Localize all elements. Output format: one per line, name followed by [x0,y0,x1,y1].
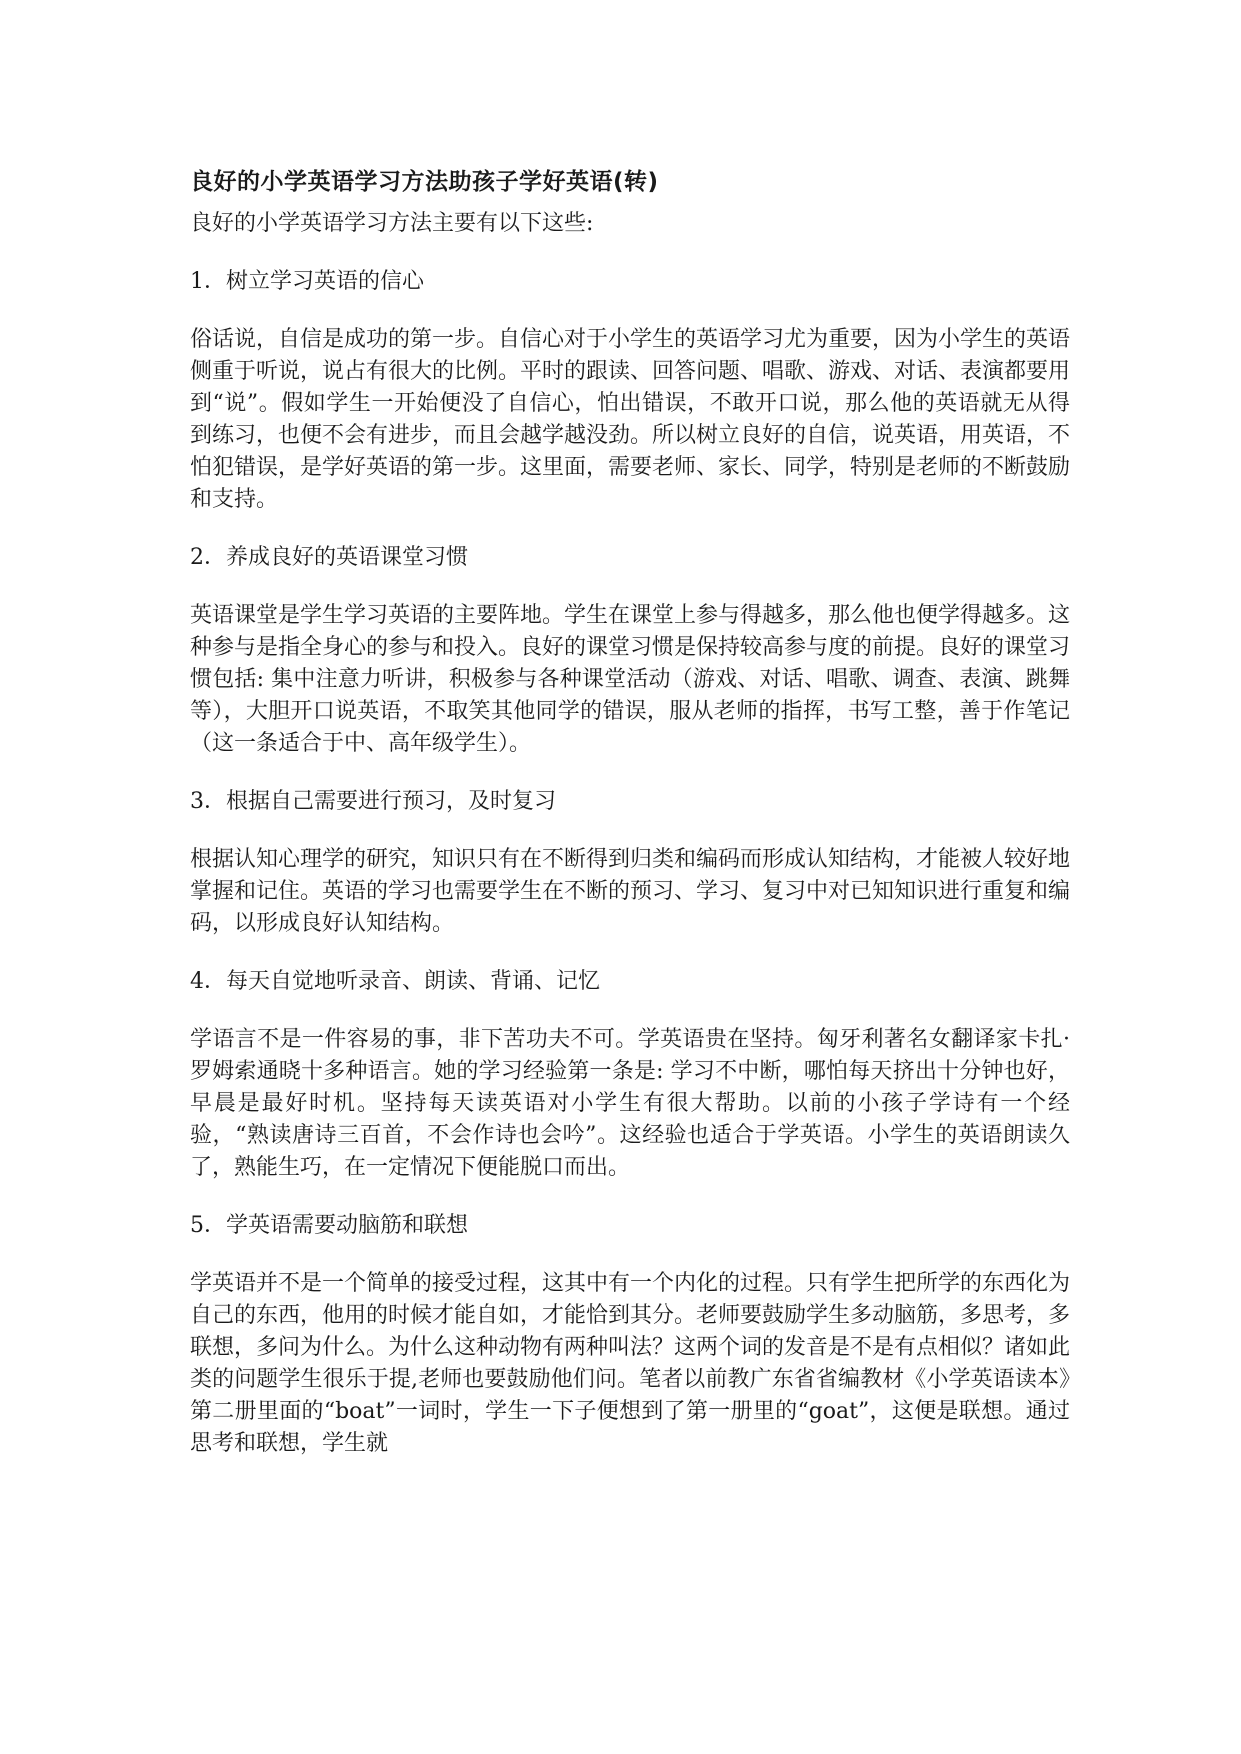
section-body-3: 根据认知心理学的研究，知识只有在不断得到归类和编码而形成认知结构，才能被人较好地掌握和记住。英语的学习也需要学生在不断的预习、学习、复习中对已知知识进行重复和编码，以形成良好认知结构。 [190,847,1071,936]
section-body-5: 学英语并不是一个简单的接受过程，这其中有一个内化的过程。只有学生把所学的东西化为自己的东西，他用的时候才能自如，才能恰到其分。老师要鼓励学生多动脑筋，多思考，多联想，多问为什么。为什么这种动物有两种叫法？这两个词的发音是不是有点相似？诸如此类的问题学生很乐于提,老师也要鼓励他们问。笔者以前教广东省省编教材《小学英语读本》第二册里面的“boat”一词时，学生一下子便想到了第一册里的“goat”，这便是联想。通过思考和联想，学生就 [190,1271,1071,1456]
section-heading-2: 2．养成良好的英语课堂习惯 [190,545,468,570]
section-body-1: 俗话说，自信是成功的第一步。自信心对于小学生的英语学习尤为重要，因为小学生的英语侧重于听说，说占有很大的比例。平时的跟读、回答问题、唱歌、游戏、对话、表演都要用到“说”。假如学生一开始便没了自信心，怕出错误，不敢开口说，那么他的英语就无从得到练习，也便不会有进步，而且会越学越没劲。所以树立良好的自信，说英语，用英语，不怕犯错误，是学好英语的第一步。这里面，需要老师、家长、同学，特别是老师的不断鼓励和支持。 [190,327,1071,512]
section-heading-1: 1．树立学习英语的信心 [190,269,424,294]
document-page [190,166,1070,1486]
section-heading-3: 3．根据自己需要进行预习，及时复习 [190,789,556,814]
section-heading-4: 4．每天自觉地听录音、朗读、背诵、记忆 [190,969,600,994]
section-heading-5: 5．学英语需要动脑筋和联想 [190,1213,468,1238]
section-body-4: 学语言不是一件容易的事，非下苦功夫不可。学英语贵在坚持。匈牙利著名女翻译家卡扎·罗姆索通晓十多种语言。她的学习经验第一条是: 学习不中断，哪怕每天挤出十分钟也好，早晨是最好时机。坚持每天读英语对小学生有很大帮助。以前的小孩子学诗有一个经验，“熟读唐诗三百首，不会作诗也会吟”。这经验也适合于学英语。小学生的英语朗读久了，熟能生巧，在一定情况下便能脱口而出。 [190,1027,1070,1180]
document-intro: 良好的小学英语学习方法主要有以下这些: [190,211,594,236]
section-body-2: 英语课堂是学生学习英语的主要阵地。学生在课堂上参与得越多，那么他也便学得越多。这种参与是指全身心的参与和投入。良好的课堂习惯是保持较高参与度的前提。良好的课堂习惯包括: 集中注意力听讲，积极参与各种课堂活动（游戏、对话、唱歌、调查、表演、跳舞等），大胆开口说英语，不取笑其他同学的错误，服从老师的指挥，书写工整，善于作笔记（这一条适合于中、高年级学生）。 [190,603,1071,756]
document-title: 良好的小学英语学习方法助孩子学好英语(转) [190,169,659,195]
